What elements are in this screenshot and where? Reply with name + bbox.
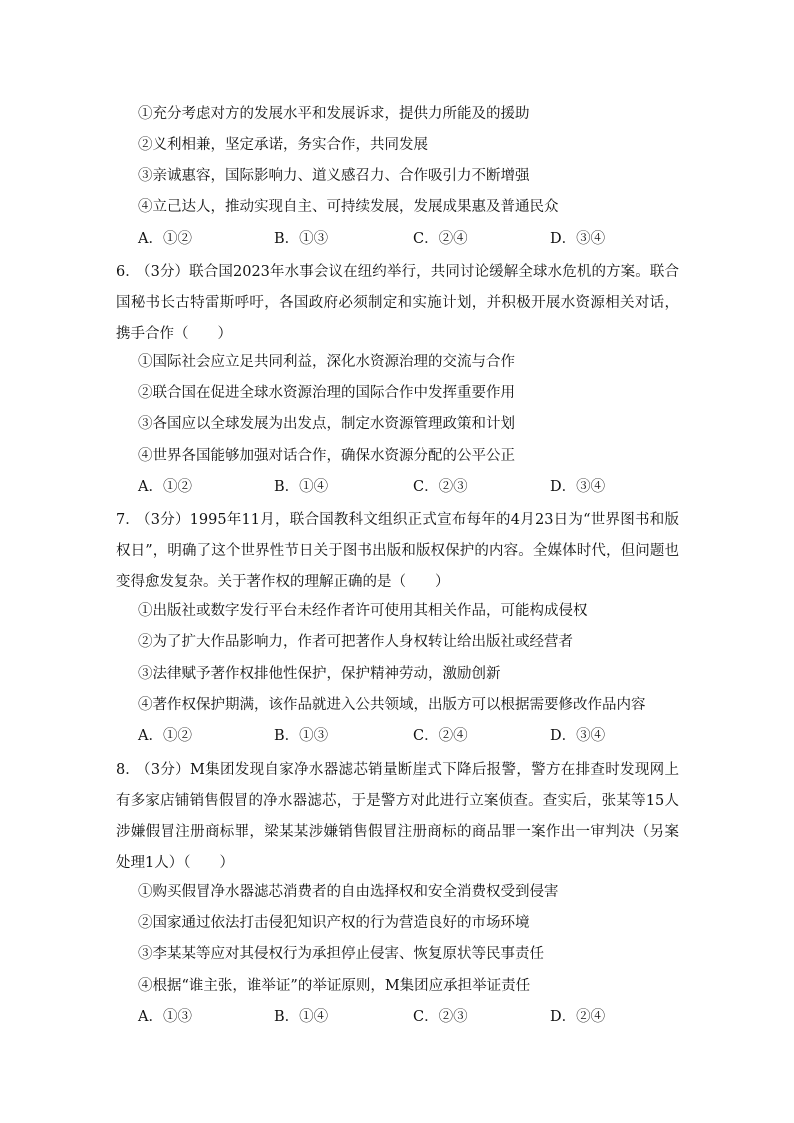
- q6-choice-d: D．③④: [550, 479, 606, 495]
- q6-option-2: ②联合国在促进全球水资源治理的国际合作中发挥重要作用: [138, 385, 515, 401]
- q7-option-2: ②为了扩大作品影响力，作者可把著作人身权转让给出版社或经营者: [138, 634, 573, 650]
- q8-option-3: ③李某某等应对其侵权行为承担停止侵害、恢复原状等民事责任: [138, 946, 544, 962]
- q7-choice-a: A．①②: [138, 728, 192, 744]
- q5-option-1: ①充分考虑对方的发展水平和发展诉求，提供力所能及的援助: [138, 106, 530, 122]
- q6-option-1: ①国际社会应立足共同利益，深化水资源治理的交流与合作: [138, 354, 515, 370]
- q6-choice-a: A．①②: [138, 479, 192, 495]
- q8-option-4: ④根据“谁主张，谁举证”的举证原则，M集团应承担举证责任: [138, 978, 531, 994]
- q5-choice-c: C．②④: [413, 231, 468, 247]
- q5-option-4: ④立己达人，推动实现自主、可持续发展，发展成果惠及普通民众: [138, 199, 559, 215]
- q5-option-2: ②义利相兼，坚定承诺，务实合作，共同发展: [138, 137, 428, 153]
- q7-option-4: ④著作权保护期满，该作品就进入公共领域，出版方可以根据需要修改作品内容: [138, 697, 646, 713]
- q8-choice-d: D．②④: [550, 1009, 606, 1025]
- q7-number: 7．: [116, 512, 140, 528]
- q7-choice-b: B．①③: [274, 728, 329, 744]
- q6-choice-c: C．②③: [413, 479, 468, 495]
- q5-option-3: ③亲诚惠容，国际影响力、道义感召力、合作吸引力不断增强: [138, 168, 530, 184]
- q7-option-3: ③法律赋予著作权排他性保护，保护精神劳动，激励创新: [138, 666, 501, 682]
- q7-choice-d: D．③④: [550, 728, 606, 744]
- q8-number: 8．: [116, 762, 140, 778]
- q5-choice-b: B．①③: [274, 231, 329, 247]
- q5-choice-d: D．③④: [550, 231, 606, 247]
- q8-choice-c: C．②③: [413, 1009, 468, 1025]
- q8-choice-b: B．①④: [274, 1009, 329, 1025]
- q8-stem: （3分）M集团发现自家净水器滤芯销量断崖式下降后报警，警方在排查时发现网上有多家店铺销售假冒的净水器滤芯，于是警方对此进行立案侦查。查实后，张某等15人涉嫌假冒注册商标罪，梁某某涉嫌销售假冒注册商标的商品罪一案作出一审判决（另案处理1人）（ ）: [116, 762, 679, 871]
- q8-choice-a: A．①③: [138, 1009, 192, 1025]
- q6-stem: （3分）联合国2023年水事会议在纽约举行，共同讨论缓解全球水危机的方案。联合国秘书长古特雷斯呼吁，各国政府必须制定和实施计划，并积极开展水资源相关对话，携手合作（ ）: [116, 264, 679, 342]
- q6-option-4: ④世界各国能够加强对话合作，确保水资源分配的公平公正: [138, 448, 515, 464]
- q7-option-1: ①出版社或数字发行平台未经作者许可使用其相关作品，可能构成侵权: [138, 603, 588, 619]
- q6-choice-b: B．①④: [274, 479, 329, 495]
- q6-number: 6．: [116, 264, 140, 280]
- q8-option-2: ②国家通过依法打击侵犯知识产权的行为营造良好的市场环境: [138, 915, 530, 931]
- q6-option-3: ③各国应以全球发展为出发点，制定水资源管理政策和计划: [138, 416, 515, 432]
- q8-option-1: ①购买假冒净水器滤芯消费者的自由选择权和安全消费权受到侵害: [138, 884, 559, 900]
- q7-stem: （3分）1995年11月，联合国教科文组织正式宣布每年的4月23日为“世界图书和版权日”，明确了这个世界性节日关于图书出版和版权保护的内容。全媒体时代，但问题也变得愈发复杂。关于著作权的理解正确的是（ ）: [116, 512, 679, 590]
- q5-choice-a: A．①②: [138, 231, 192, 247]
- q7-choice-c: C．②④: [413, 728, 468, 744]
